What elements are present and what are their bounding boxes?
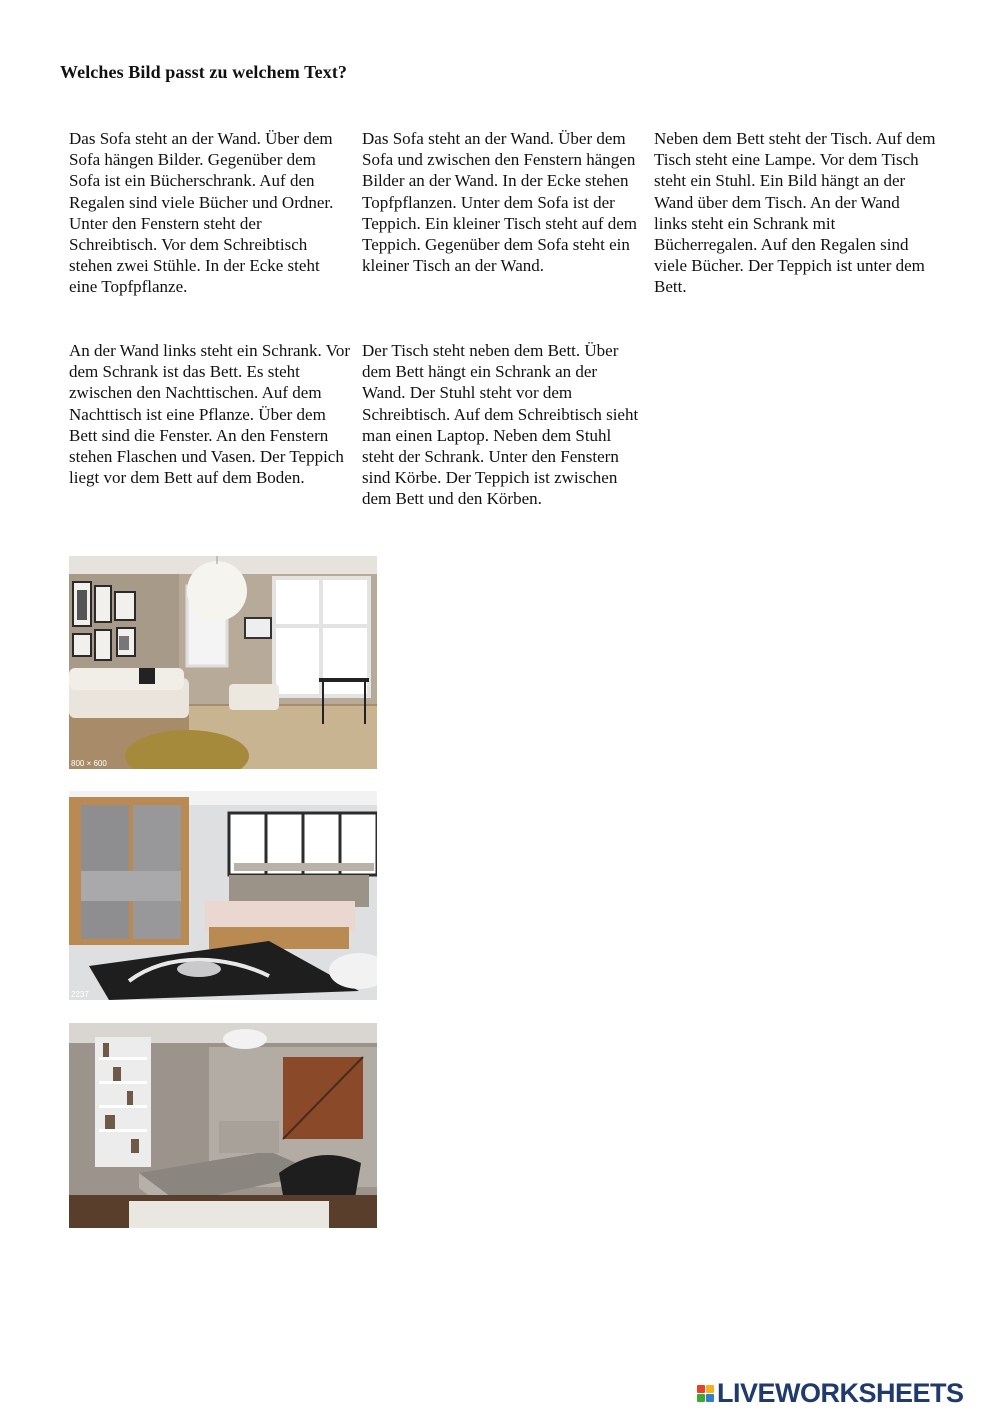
text-block-1: Das Sofa steht an der Wand. Über dem Sofa hängen Bilder. Gegenüber dem Sofa ist ein Bücherschrank. Auf den Regalen sind viele Bücher und Ordner. Unter den Fenstern steht der Schreibtisch. Vor dem Schreibtisch stehen zwei Stühle. In der Ecke steht eine Topfpflanze. <box>69 129 334 297</box>
bedroom-wardrobe-photo[interactable] <box>69 791 377 1000</box>
text-block-4: An der Wand links steht ein Schrank. Vor dem Schrank ist das Bett. Es steht zwischen den Nachttischen. Auf dem Nachttisch ist eine Pflanze. Über dem Bett sind die Fenster. An den Fenstern stehen Flaschen und Vasen. Der Teppich liegt vor dem Bett auf dem Boden. <box>69 341 350 488</box>
image-caption-1: 800 × 600 <box>71 759 107 768</box>
logo-squares-icon <box>697 1385 714 1402</box>
text-block-2: Das Sofa steht an der Wand. Über dem Sofa und zwischen den Fenstern hängen Bilder an der Wand. In der Ecke stehen Topfpflanzen. Unter dem Sofa ist der Teppich. Ein kleiner Tisch steht auf dem Teppich. Gegenüber dem Sofa steht ein kleiner Tisch an der Wand. <box>362 129 638 276</box>
living-room-photo[interactable] <box>69 556 377 769</box>
text-block-3: Neben dem Bett steht der Tisch. Auf dem Tisch steht eine Lampe. Vor dem Tisch steht ein Stuhl. Ein Bild hängt an der Wand über dem Tisch. An der Wand links steht ein Schrank mit Bücherregalen. Auf den Regalen sind viele Bücher. Der Teppich ist unter dem Bett. <box>654 129 936 297</box>
liveworksheets-logo <box>697 1378 964 1408</box>
image-caption-2: 2237 <box>71 990 89 999</box>
bedroom-bookshelf-photo[interactable] <box>69 1023 377 1228</box>
worksheet-title: Welches Bild passt zu welchem Text? <box>60 62 348 82</box>
logo-text: LIVEWORKSHEETS <box>717 1377 964 1408</box>
text-block-5: Der Tisch steht neben dem Bett. Über dem Bett hängt ein Schrank an der Wand. Der Stuhl steht vor dem Schreibtisch. Auf dem Schreibtisch sieht man einen Laptop. Neben dem Stuhl steht der Schrank. Unter den Fenstern sind Körbe. Der Teppich ist zwischen dem Bett und den Körben. <box>362 341 639 509</box>
